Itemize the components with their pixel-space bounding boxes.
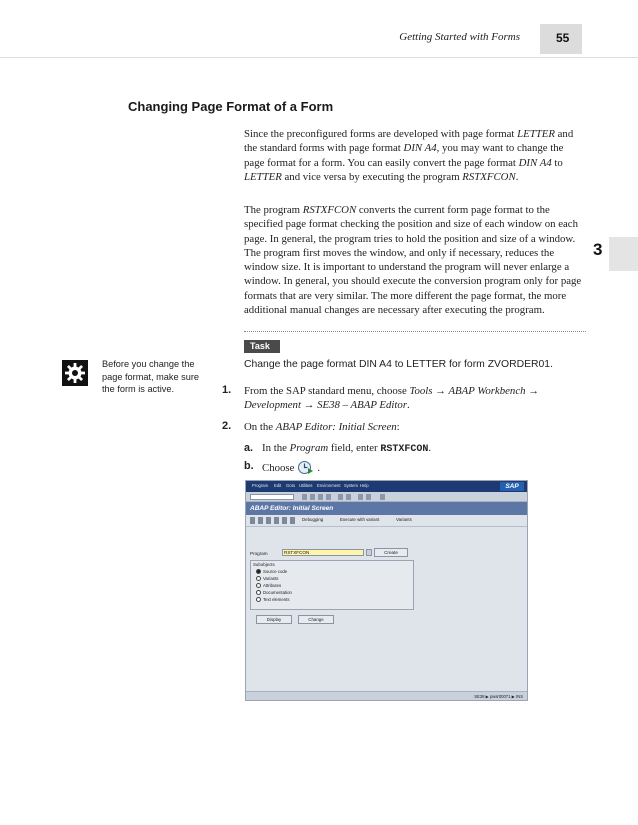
sap-status-text: SE38 ▶ pwsr00071 ▶ INS [474, 694, 523, 699]
sap-menu-item[interactable]: Goto [286, 483, 296, 488]
subobjects-group [250, 560, 414, 610]
sap-menu-item[interactable]: Edit [274, 483, 282, 488]
sap-title-bar [246, 502, 527, 515]
step-1-number: 1. [222, 384, 232, 396]
sap-menu-item[interactable]: Help [360, 483, 369, 488]
variants-button[interactable]: Variants [396, 517, 412, 522]
sap-menu-item[interactable]: System [344, 483, 358, 488]
program-paragraph: The program RSTXFCON converts the current form page format to the specified page format checking the position and size of each window on each page. In general, the program tries to hold the position and size of a window. The program first moves the window, and only if necessary, reduces the window size. It is important to understand the program will never enlarge a window. In general, you should execute the conversion program only for page formats that are very similar. The more different the page format, the more additional manual changes are necessary after executing the program. [244, 204, 582, 317]
find-icon[interactable] [346, 494, 351, 500]
running-head-title: Getting Started with Forms [399, 31, 520, 43]
substep-a-letter: a. [244, 442, 254, 454]
save-icon[interactable] [302, 494, 307, 500]
gear-tip-icon [62, 360, 88, 386]
intro-paragraph: Since the preconfigured forms are developed with page format LETTER and the standard forms with page format DIN A4, you may want to change the page format for a form. You can easily convert the page format DIN A4 to LETTER and vice versa by executing the program RSTXFCON. [244, 128, 574, 183]
header-rule [0, 57, 638, 58]
subobject-radio[interactable]: Documentation [256, 590, 292, 595]
match-code-icon[interactable] [366, 549, 372, 556]
program-field-label: Program [250, 551, 268, 556]
change-button[interactable]: Change [298, 615, 334, 624]
sap-abap-editor-screenshot [245, 480, 528, 701]
subobject-radio[interactable]: Text elements [256, 597, 290, 602]
substep-b-letter: b. [244, 460, 254, 472]
subobject-radio[interactable]: Source code [256, 569, 287, 574]
chapter-tab [609, 237, 638, 271]
page-number: 55 [556, 31, 570, 45]
copy-icon[interactable] [290, 517, 295, 524]
substep-b-text: Choose . [262, 462, 321, 474]
sap-menu-item[interactable]: Utilities [299, 483, 313, 488]
subobject-radio[interactable]: Variants [256, 576, 278, 581]
debugging-button[interactable]: Debugging [302, 517, 324, 522]
sap-system-toolbar [246, 492, 527, 502]
sap-application-toolbar [246, 515, 527, 527]
sap-screen-title: ABAP Editor: Initial Screen [250, 505, 334, 512]
step-2-number: 2. [222, 420, 232, 432]
page-nav-icon[interactable] [358, 494, 363, 500]
delete-icon[interactable] [282, 517, 287, 524]
subobject-radio[interactable]: Attributes [256, 583, 281, 588]
page-nav-icon[interactable] [366, 494, 371, 500]
exit-icon[interactable] [318, 494, 323, 500]
execute-with-variant-button[interactable]: Execute with variant [340, 517, 380, 522]
activate-icon[interactable] [258, 517, 263, 524]
chapter-number: 3 [593, 240, 603, 259]
execute-clock-icon [297, 460, 314, 475]
program-input[interactable]: RSTXFCON [282, 549, 364, 556]
sap-status-bar [246, 691, 527, 700]
back-icon[interactable] [310, 494, 315, 500]
print-icon[interactable] [338, 494, 343, 500]
cancel-icon[interactable] [326, 494, 331, 500]
subobjects-title: Subobjects [253, 562, 275, 567]
sap-menu-bar [246, 481, 527, 492]
section-title: Changing Page Format of a Form [128, 99, 334, 114]
step-1-text: From the SAP standard menu, choose Tools → ABAP Workbench → Development → SE38 – ABAP Editor. [244, 385, 540, 412]
task-label: Task [244, 340, 280, 353]
display-button[interactable]: Display [256, 615, 292, 624]
execute-icon[interactable] [266, 517, 271, 524]
substep-a-text: In the Program field, enter RSTXFCON. [262, 442, 432, 455]
task-description: Change the page format DIN A4 to LETTER for form ZVORDER01. [244, 359, 553, 370]
where-used-icon[interactable] [274, 517, 279, 524]
check-icon[interactable] [250, 517, 255, 524]
sap-menu-item[interactable]: Environment [317, 483, 341, 488]
task-divider [244, 331, 586, 332]
sap-command-field[interactable] [250, 494, 294, 500]
margin-note: Before you change the page format, make sure the form is active. [102, 359, 200, 394]
create-button[interactable]: Create [374, 548, 408, 557]
sap-menu-item[interactable]: Program [252, 483, 269, 488]
sap-logo: SAP [500, 482, 524, 491]
help-icon[interactable] [380, 494, 385, 500]
step-2-text: On the ABAP Editor: Initial Screen: [244, 421, 400, 433]
